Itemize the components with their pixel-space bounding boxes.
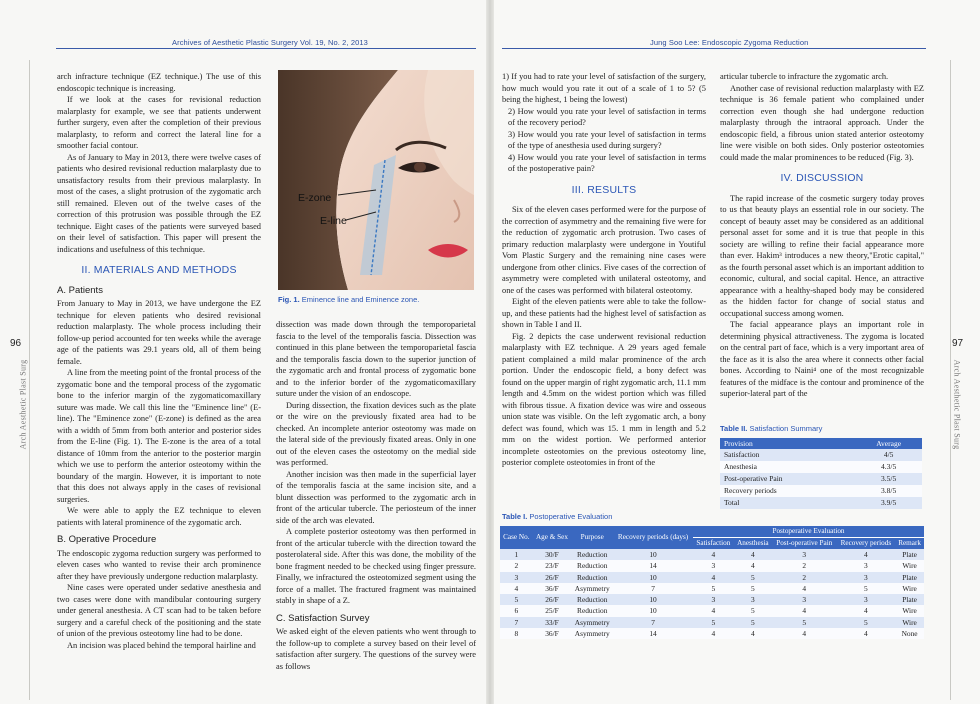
table-cell: Asymmetry [571,617,613,628]
table-cell: 25/F [533,605,572,616]
paragraph: As of January to May in 2013, there were twelve cases of patients who desired revisional reduction malarplasty due to unsatisfactory results from their previous malarplasty. In most of the cases, a slight protrusion of the zygomatic arch still remained. Eleven out of the twelve cases of the correction of this protrusion was possible through the EZ technique. Eight cases of the patients were surveyed based on their level of satisfaction. This paper will present the indications and usefulness of this technique. [57,152,261,254]
e-line-label: E-line [320,215,347,227]
table-cell: 3 [772,594,837,605]
paragraph: A line from the meeting point of the frontal process of the zygomatic bone and the temporal process of the zygomatic bone to the inferior margin of the zygomaticomaxillary suture was made. We call this line the "Eminence line" (E-line). The "Eminence zone" (E-zone) is defined as the area with a width of 5mm from both anterior and posterior sides from the E-line (Fig. 1). The E-zone is the area of a total distance of 10mm from the anterior to the posterior margin which we use to perform the anterior osteotomy within the boundary of the margin. However, it is important to note that this does not always apply in the cases of revisional surgeries. [57,368,261,504]
column-header: Recovery periods [837,538,896,550]
table-cell: Wire [895,617,924,628]
survey-question: 4) How would you rate your level of satisfaction in terms of the postoperative pain? [508,152,706,173]
figure-1-caption-text: Eminence line and Eminence zone. [301,295,420,304]
survey-question: 1) If you had to rate your level of satisfaction of the surgery, how much would you rate it out of a scale of 1 to 5? (5 being the highest, 1 being the lowest) [502,72,706,104]
table-cell: 2 [500,560,533,571]
table-cell: None [895,628,924,639]
paragraph: An incision was placed behind the temporal hairline and [67,640,256,650]
table-cell: 14 [613,628,693,639]
table-row [720,497,922,509]
table-cell: 4 [693,572,734,583]
table-cell: 3.8/5 [855,485,922,497]
table-cell: 7 [613,583,693,594]
side-label-left: Arch Aesthetic Plast Surg [18,359,28,450]
table-cell: 3 [837,560,896,571]
table-cell: Asymmetry [571,583,613,594]
table-cell: Plate [895,549,924,560]
column-header: Purpose [571,526,613,549]
table-1-caption [502,512,612,521]
table-cell: 4 [734,560,772,571]
table-cell: 3.9/5 [855,497,922,509]
paragraph: Eight of the eleven patients were able to take the follow-up, and these patients had the highest level of satisfaction as shown in Table I and II. [502,297,706,329]
column-header: Remark [895,538,924,550]
table-header-row [720,438,922,449]
figure-1-caption [278,295,419,304]
subheading-operative: B. Operative Procedure [57,534,157,545]
paragraph: From January to May in 2013, we have undergone the EZ technique for eleven patients who desired revisional reduction malarplasty. The whole process including their follow-up period accounted for ten weeks while the average age of the patients was 29.1 years old, all of them being female. [57,299,261,366]
table-cell: 4 [693,605,734,616]
table-cell: 4 [772,628,837,639]
column-header: Post-operative Pain [772,538,837,550]
table-cell: 4 [772,605,837,616]
paragraph: We asked eight of the eleven patients who went through to the follow-up to complete a survey based on their level of satisfaction after surgery. The questions of the survey were as follows [276,627,476,671]
table-cell: 3 [772,549,837,560]
figure-1-face-illustration [278,70,474,290]
table-cell: 2 [772,560,837,571]
table-cell: 3 [693,594,734,605]
column-header: Average [855,438,922,449]
table-cell: 4.3/5 [855,461,922,473]
table-cell: 2 [772,572,837,583]
paragraph: We were able to apply the EZ technique to eleven patients with lateral prominence of the zygomatic arch. [57,506,261,527]
paragraph: A complete posterior osteotomy was then performed in front of the articular tubercle with the direction toward the posterolateral side. After this was done, the mobility of the bone fragment needed to be checked using finger pressure. Finally, we infractured the osteotomized segment using the force of a mallet. The fractured fragment was maintained stably in shape of a Z. [276,527,476,605]
table-cell: Recovery periods [720,485,855,497]
table-cell: 3 [734,594,772,605]
table-cell: Satisfaction [720,449,855,461]
left-page [0,0,488,704]
table-cell: 36/F [533,583,572,594]
table-cell: 30/F [533,549,572,560]
table-2-caption [720,424,822,433]
table-cell: Plate [895,572,924,583]
table-cell: 4/5 [855,449,922,461]
margin-rule-left [29,60,30,700]
paragraph: Another incision was then made in the superficial layer of the temporalis fascia at the same incision site, and a blunt dissection was performed to the zygomatic arch in front of the articular tubercle. The periosteum of the inner side of the arch was elevated. [276,469,476,525]
table-cell: 10 [613,594,693,605]
book-gutter [486,0,494,704]
table-cell: 4 [837,628,896,639]
table-cell: 5 [500,594,533,605]
side-label-right: Arch Aesthetic Plast Surg [952,359,962,450]
section-heading-discussion: IV. DISCUSSION [780,172,864,184]
table-row [500,617,924,628]
table-cell: 5 [772,617,837,628]
group-header: Postoperative Evaluation [693,526,924,538]
paragraph: dissection was made down through the temporoparietal fascia to the level of the temporalis fascia. Dissection was continued in this plane between the temporoparietal fascia and the temporalis fascia down to the superior junction of the zygomatic arch and frontal process of zygomatic bone and to the inferior border of the zygomaticomaxillary suture under the vision of an endoscope. [276,320,476,398]
table-cell: 10 [613,572,693,583]
paragraph: Another case of revisional reduction malarplasty with EZ technique is 36 female patient who complained under correction even though she had undergone reduction malarplasty through the intraoral approach. Under the endoscopic field, a fibrous union stated anterior osteotomy line were visible on both sides. Only posterior osteotomies could made the malar prominences to be reduced (Fig. 3). [720,83,924,162]
table-cell: 4 [693,628,734,639]
table-cell: 23/F [533,560,572,571]
table-cell: Post-operative Pain [720,473,855,485]
table-body [500,549,924,639]
table-cell: 14 [613,560,693,571]
table-cell: 4 [500,583,533,594]
table-cell: 6 [500,605,533,616]
table-cell: 26/F [533,572,572,583]
table-cell: 3 [837,572,896,583]
table-cell: 3 [500,572,533,583]
paragraph: Six of the eleven cases performed were for the purpose of the correction of asymmetry and the remaining five were for the reduction of zygomatic arch protrusion. Two cases of primary reduction malarplasty were undergone in Youtiful Vom Plastic Surgery and the remaining nine cases were undergone from other clinics. Five cases of the correction of asymmetry were completed with unilateral osteotomy, and one of the cases was performed with bilateral osteotomy. [502,205,706,295]
right-column-2 [720,71,924,400]
table-cell: 5 [734,605,772,616]
paragraph: The facial appearance plays an important role in determining physical attractiveness. The zygoma is located on the central part of face, which is a very important area of the face as it is also the area where it connects other facial bones. According to Naini⁴ one of the most recognizable features of the midface is the contour and prominence of the superior-lateral part of the [720,320,924,398]
paragraph: Fig. 2 depicts the case underwent revisional reduction malarplasty with EZ technique. A 29 years aged female patient complained a mild malar prominence of the arch portion. Under the endoscopic field, a bony defect was found on the upper margin of right zygomatic arch, 11.1 mm length and 4.5mm on the widest portion which was filled with fibrous tissue. A fixation device was wire and osseous union state was visible. On the left zygomatic arch, a bony defect was found, which was 15. 1 mm in length and 5.2 mm on the widest portion. We performed anterior incomplete osteotomies on the previous osteotomy line, posterior complete osteotomies in front of the [502,331,706,467]
column-header: Anesthesia [734,538,772,550]
page-number-right: 97 [952,338,964,349]
table-cell: Reduction [571,605,613,616]
table-cell: 26/F [533,594,572,605]
table-body [720,449,922,509]
table-cell: Reduction [571,560,613,571]
table-group-header-row [500,526,924,538]
figure-1-caption-number: Fig. 1. [278,295,300,304]
subheading-patients: A. Patients [57,284,103,296]
table-cell: 10 [613,549,693,560]
table-cell: 5 [734,617,772,628]
margin-rule-right [950,60,951,700]
column-header: Provision [720,438,855,449]
table-cell: 5 [837,583,896,594]
table-row [500,594,924,605]
paragraph: Nine cases were operated under sedative anesthesia and two cases were done with mandibular contouring surgery under general anesthesia. A CT scan had to be taken before surgery and a careful check of the positioning and the state of union of the previous osteotomy line had to be done. [57,583,261,638]
table-2-caption-text: Satisfaction Summary [749,424,823,433]
table-cell: 7 [613,617,693,628]
table-cell: 4 [837,605,896,616]
table-cell: 33/F [533,617,572,628]
running-header-right: Jung Soo Lee: Endoscopic Zygoma Reduction [650,38,809,47]
table-row [720,485,922,497]
table-cell: 1 [500,549,533,560]
table-cell: 4 [734,628,772,639]
satisfaction-summary-table [720,438,922,509]
table-cell: 5 [837,617,896,628]
table-cell: 5 [734,572,772,583]
table-cell: 5 [693,617,734,628]
table-cell: 5 [734,583,772,594]
header-rule-right [502,48,926,49]
table-row [500,560,924,571]
left-column-2 [276,319,476,672]
table-2-caption-number: Table II. [720,424,748,433]
table-1-caption-text: Postoperative Evaluation [529,512,613,521]
table-row [500,605,924,616]
column-header: Case No. [500,526,533,549]
table-cell: 3 [693,560,734,571]
table-cell: 8 [500,628,533,639]
table-row [500,572,924,583]
paragraph: arch infracture technique (EZ technique.) The use of this endoscopic technique is increasing. [57,72,261,93]
table-cell: Total [720,497,855,509]
table-row [720,461,922,473]
table-row [500,628,924,639]
table-cell: 5 [693,583,734,594]
paragraph: The rapid increase of the cosmetic surgery today proves to us that beauty plays an essential role in our society. The concept of beauty asset may be considered as an additional personal asset for some and it is true that people in this society are willing to refine their facial appearance more than ever. Hakim³ introduces a new theory,"Erotic capital," as the fourth personal asset which is an important addition to economic, cultural, and social capital. Hence, an attractive appearance with a healthy-shaped body may be considered as the hidden factor for change of social status and occupational success among women. [720,193,924,318]
postoperative-evaluation-table [500,526,924,639]
table-cell: 4 [837,549,896,560]
column-header: Satisfaction [693,538,734,550]
e-zone-label: E-zone [298,192,332,204]
table-cell: Wire [895,560,924,571]
survey-question: 2) How would you rate your level of satisfaction in terms of the recovery period? [508,106,706,127]
section-heading-materials: II. MATERIALS AND METHODS [81,264,237,276]
table-cell: 4 [734,549,772,560]
column-header: Age & Sex [533,526,572,549]
table-cell: 4 [772,583,837,594]
page-number-left: 96 [10,338,22,349]
table-row [720,449,922,461]
table-row [720,473,922,485]
table-cell: 10 [613,605,693,616]
column-header: Recovery periods (days) [613,526,693,549]
table-row [500,583,924,594]
table-cell: 4 [693,549,734,560]
table-cell: Wire [895,583,924,594]
table-cell: 7 [500,617,533,628]
header-rule-left [56,48,476,49]
table-cell: Plate [895,594,924,605]
subheading-survey: C. Satisfaction Survey [276,612,370,624]
paragraph: During dissection, the fixation devices such as the plate or the wire on the previously fixated area had to be checked. An incomplete anterior osteotomy was made on the lateral side of the previously fixated areas. Only in one out of the eleven cases the osteotomy on the medial side was performed. [276,400,476,467]
face-drawing [278,70,474,290]
paragraph: articular tubercle to infracture the zygomatic arch. [720,72,889,81]
left-column-1 [57,71,261,651]
table-cell: Reduction [571,572,613,583]
right-column-1 [502,71,706,469]
table-cell: 36/F [533,628,572,639]
table-cell: 3 [837,594,896,605]
paragraph: If we look at the cases for revisional reduction malarplasty for example, we see that patients underwent further surgery, even after the completion of their previous malarplasty, to reform and correct the lateral line for a smoother facial contour. [57,95,261,150]
table-cell: 3.5/5 [855,473,922,485]
table-cell: Anesthesia [720,461,855,473]
table-cell: Reduction [571,594,613,605]
table-cell: Asymmetry [571,628,613,639]
paragraph: The endoscopic zygoma reduction surgery was performed to eleven cases who wanted to revise their arch prominence after they have previously undergone reduction malarplasty. [57,548,261,581]
section-heading-results: III. RESULTS [571,183,637,196]
survey-question: 3) How would you rate your level of satisfaction in terms of the type of anesthesia used during surgery? [508,129,706,150]
table-cell: Wire [895,605,924,616]
running-header-left: Archives of Aesthetic Plastic Surgery Vol. 19, No. 2, 2013 [172,38,368,47]
table-cell: Reduction [571,549,613,560]
table-1-caption-number: Table I. [502,512,528,521]
table-row [500,549,924,560]
